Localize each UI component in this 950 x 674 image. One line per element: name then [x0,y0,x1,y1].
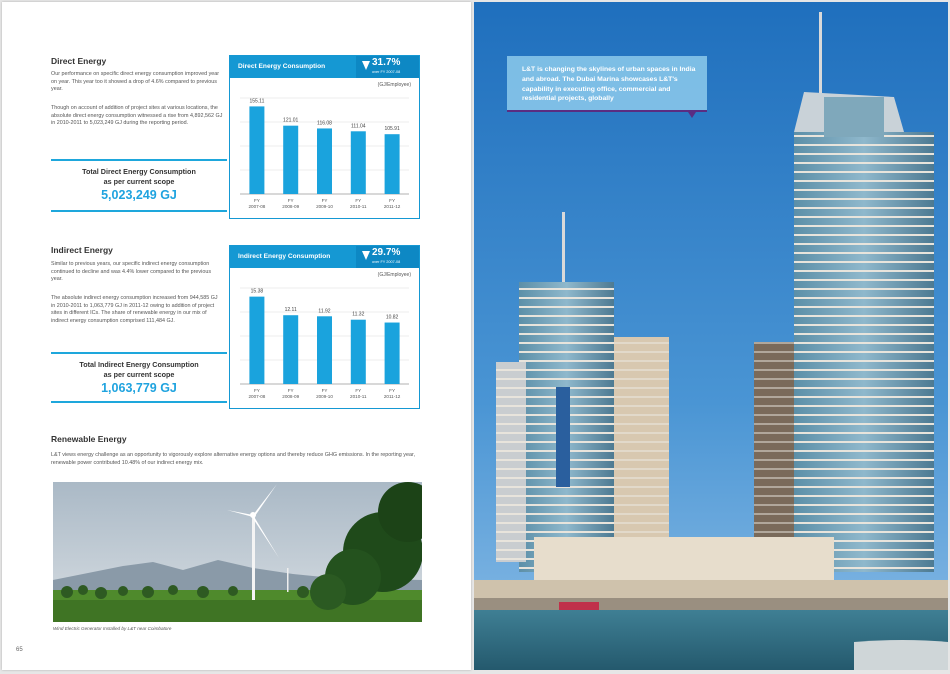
direct-energy-bar-chart [230,86,419,218]
photo-caption: Wind Electric Generator Installed by L&T near Coimbatore [53,626,172,631]
data-label: 12.11 [284,307,297,314]
renewable-energy-heading: Renewable Energy [51,434,127,444]
data-label: 116.08 [317,120,332,127]
skyline-callout [507,56,707,112]
data-label: 155.11 [249,98,265,105]
indirect-total-value: 1,063,779 GJ [101,381,177,395]
direct-total-bottom-rule [51,210,227,212]
data-label: 11.32 [352,311,365,318]
indirect-energy-heading: Indirect Energy [51,245,113,255]
data-label: 121.01 [283,117,299,124]
indirect-total-block [51,360,227,396]
chart-title: Indirect Energy Consumption [238,253,331,260]
data-label: 15.38 [250,288,264,295]
tick-label: 2009-10 [316,204,333,209]
tick-label: 2007-08 [248,394,266,399]
tick-label: 2010-11 [350,204,367,209]
tick-label: FY [355,388,362,393]
reduction-baseline: over FY 2007-08 [372,70,401,74]
left-page [2,2,471,670]
indirect-energy-chart [229,245,420,409]
indirect-energy-paragraph-1: Similar to previous years, our specific indirect energy consumption continued to decline and was 4.4% lower compared to the previous year. [51,261,212,283]
data-label: 10.82 [385,314,399,321]
tick-label: FY [389,198,396,203]
right-page-photo [474,2,948,670]
direct-total-scope: as per current scope [103,177,175,186]
down-arrow-icon [362,251,370,260]
indirect-total-top-rule [51,352,227,354]
direct-total-value: 5,023,249 GJ [101,188,177,202]
bar [283,126,298,194]
tick-label: 2011-12 [383,394,401,399]
chart-title: Direct Energy Consumption [238,63,326,70]
chart-unit: (GJ/Employee) [377,272,411,278]
data-label: 11.92 [318,308,331,315]
indirect-total-bottom-rule [51,401,227,403]
direct-energy-paragraph-2: Though on account of addition of project sites at various locations, the absolute direct energy consumption witnessed a rise from 4,892,562 GJ in 2010-2011 to 5,023,249 GJ during the reporting period. [51,105,223,127]
down-arrow-icon [362,61,370,70]
reduction-baseline: over FY 2007-08 [372,260,401,264]
bar [249,297,264,384]
tick-label: FY [287,388,294,393]
tick-label: 2009-10 [316,394,333,399]
reduction-percent: 31.7% [372,57,401,68]
tick-label: 2011-12 [383,204,401,209]
direct-total-top-rule [51,159,227,161]
reduction-percent: 29.7% [372,247,401,258]
direct-energy-chart [229,55,420,219]
reduction-badge [356,246,419,268]
tick-label: FY [321,198,328,203]
tick-label: 2007-08 [248,204,266,209]
tick-label: 2008-09 [282,394,300,399]
chart-header [230,246,419,268]
chart-unit: (GJ/Employee) [377,82,411,88]
data-label: 111.04 [351,123,366,130]
direct-energy-paragraph-1: Our performance on specific direct energy consumption improved year on year. This year too it showed a drop of 4.6% compared to previous year. [51,71,220,93]
bar [351,131,366,194]
direct-energy-heading: Direct Energy [51,56,107,66]
reduction-badge [356,56,419,78]
data-label: 105.91 [384,126,400,133]
tick-label: 2010-11 [350,394,367,399]
indirect-energy-paragraph-2: The absolute indirect energy consumption increased from 944,585 GJ in 2010-2011 to 1,063,779 GJ in 2011-12 owing to addition of project sites in different ICs. The share of renewable energy in our mix of indirect energy consumption comprised 111,484 GJ. [51,295,218,324]
tick-label: FY [287,198,294,203]
tick-label: FY [321,388,328,393]
callout-pointer [688,112,696,118]
indirect-energy-bar-chart [230,276,419,408]
tick-label: FY [389,388,396,393]
chart-header [230,56,419,78]
direct-total-label: Total Direct Energy Consumption [82,167,196,176]
bar [249,106,264,194]
bar [283,315,298,384]
tick-label: FY [253,388,260,393]
tick-label: FY [355,198,362,203]
bar [385,134,400,194]
tick-label: 2008-09 [282,204,300,209]
indirect-total-scope: as per current scope [103,370,175,379]
direct-total-block [51,167,227,203]
bar [351,320,366,384]
bar [317,128,332,194]
bar [385,323,400,384]
renewable-energy-paragraph: L&T views energy challenge as an opportunity to vigorously explore alternative energy options and thereby reduce GHG emissions. In the reporting year, renewable power contributed 10.48% of our indirect energy mix. [51,452,415,466]
page-number: 65 [16,647,23,653]
bar [317,316,332,384]
callout-text: L&T is changing the skylines of urban spaces in India and abroad. The Dubai Marina showcases L&T's capability in executing office, commercial and residential projects, globally [522,66,696,103]
wind-turbine-photo [53,482,422,622]
tick-label: FY [253,198,260,203]
indirect-total-label: Total Indirect Energy Consumption [79,360,199,369]
